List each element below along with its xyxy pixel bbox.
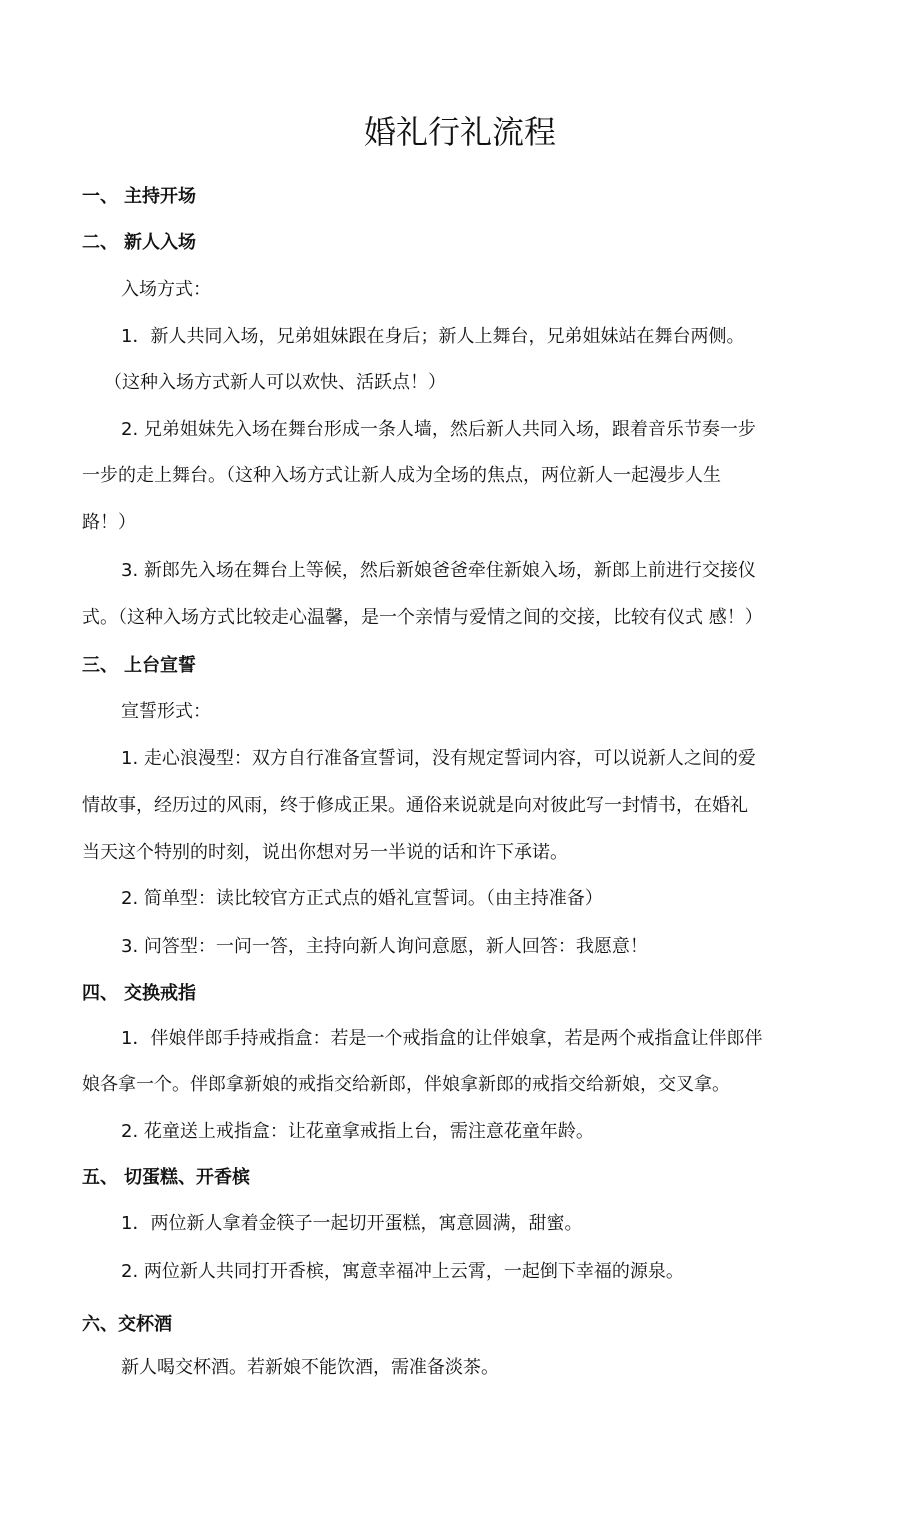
paragraph-line: 1．新人共同入场，兄弟姐妹跟在身后；新人上舞台，兄弟姐妹站在舞台两侧。	[121, 326, 745, 347]
section-heading-4	[82, 980, 196, 1008]
paragraph-line: 当天这个特别的时刻，说出你想对另一半说的话和许下承诺。	[82, 842, 568, 863]
section-title: 新人入场	[124, 232, 196, 253]
paragraph-line: 2. 简单型：读比较官方正式点的婚礼宣誓词。（由主持准备）	[121, 888, 603, 909]
paragraph-line: 1．伴娘伴郎手持戒指盒：若是一个戒指盒的让伴娘拿，若是两个戒指盒让伴郎伴	[121, 1028, 763, 1049]
paragraph-line: 1．两位新人拿着金筷子一起切开蛋糕，寓意圆满，甜蜜。	[121, 1213, 583, 1234]
section-number: 一、	[82, 186, 118, 207]
paragraph-line: 一步的走上舞台。（这种入场方式让新人成为全场的焦点，两位新人一起漫步人生	[82, 465, 721, 486]
section-number: 二、	[82, 232, 118, 253]
paragraph-line: 式。（这种入场方式比较走心温馨，是一个亲情与爱情之间的交接，比较有仪式 感！）	[82, 607, 763, 628]
paragraph-line: 2. 兄弟姐妹先入场在舞台形成一条人墙，然后新人共同入场，跟着音乐节奏一步	[121, 419, 756, 440]
section-number: 四、	[82, 983, 118, 1004]
section-number: 五、	[82, 1167, 118, 1188]
section-title: 主持开场	[124, 186, 196, 207]
paragraph-line: 2. 花童送上戒指盒：让花童拿戒指上台，需注意花童年龄。	[121, 1121, 594, 1142]
paragraph-line: 3. 问答型：一问一答，主持向新人询问意愿，新人回答：我愿意！	[121, 936, 648, 957]
paragraph-line: 1. 走心浪漫型：双方自行准备宣誓词，没有规定誓词内容，可以说新人之间的爱	[121, 748, 756, 769]
section-heading-5	[82, 1164, 250, 1192]
paragraph-line: 2. 两位新人共同打开香槟，寓意幸福冲上云霄，一起倒下幸福的源泉。	[121, 1261, 684, 1282]
paragraph-intro: 宣誓形式：	[121, 701, 211, 722]
paragraph-line: 娘各拿一个。伴郎拿新娘的戒指交给新郎，伴娘拿新郎的戒指交给新娘，交叉拿。	[82, 1074, 730, 1095]
section-heading-2	[82, 229, 196, 257]
paragraph-line: 情故事，经历过的风雨，终于修成正果。通俗来说就是向对彼此写一封情书，在婚礼	[82, 795, 748, 816]
section-title: 交换戒指	[124, 983, 196, 1004]
page-title: 婚礼行礼流程	[363, 113, 556, 151]
paragraph-line: 3. 新郎先入场在舞台上等候，然后新娘爸爸牵住新娘入场，新郎上前进行交接仪	[121, 560, 756, 581]
paragraph-line: 新人喝交杯酒。若新娘不能饮酒，需准备淡茶。	[121, 1357, 499, 1378]
section-title: 上台宣誓	[124, 655, 196, 676]
section-title: 切蛋糕、开香槟	[124, 1167, 250, 1188]
paragraph-line: （这种入场方式新人可以欢快、活跃点！）	[104, 372, 446, 393]
section-heading-3	[82, 652, 196, 680]
section-heading-1	[82, 183, 196, 211]
paragraph-intro: 入场方式：	[121, 279, 211, 300]
paragraph-line: 路！）	[82, 512, 136, 533]
section-heading-6: 六、交杯酒	[82, 1314, 172, 1335]
section-number: 三、	[82, 655, 118, 676]
